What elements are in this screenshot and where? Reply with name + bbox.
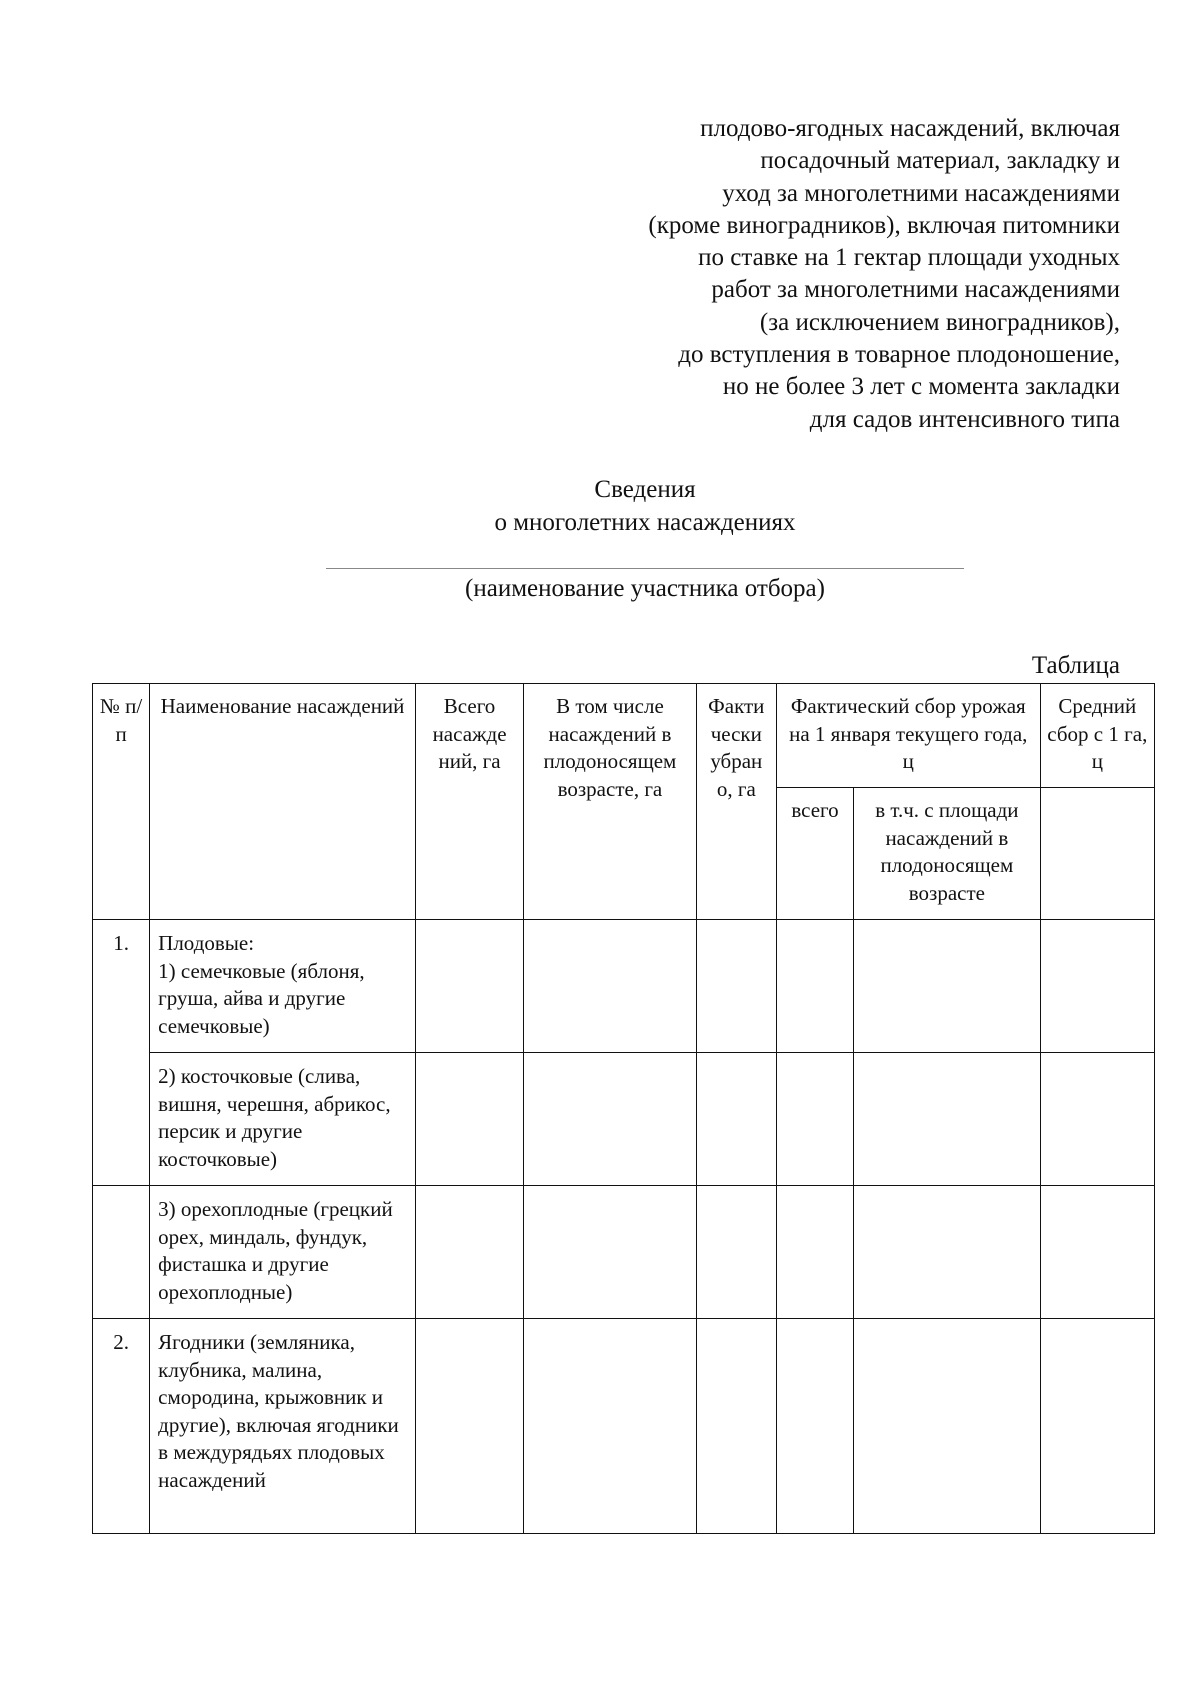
cell-actual-fruiting[interactable]	[854, 1319, 1041, 1534]
header-actual-total: всего	[776, 788, 853, 920]
header-line: но не более 3 лет с момента закладки	[722, 373, 1120, 401]
row-number: 1.	[93, 920, 150, 1053]
row-name	[150, 920, 416, 1053]
cell-total-area[interactable]	[415, 1319, 523, 1534]
header-harvested-area: Факти чески убран о, га	[696, 684, 776, 920]
header-line: работ за многолетними насаждениями	[711, 276, 1120, 304]
header-actual-fruiting: в т.ч. с площади насаждений в плодоносящем возрасте	[854, 788, 1041, 920]
table-row	[93, 1319, 1155, 1534]
table-row	[93, 1053, 1155, 1186]
header-average-empty	[1040, 788, 1154, 920]
cell-harvested-area[interactable]	[696, 1319, 776, 1534]
header-line: для садов интенсивного типа	[809, 405, 1120, 433]
cell-actual-total[interactable]	[776, 1186, 853, 1319]
header-fruiting-area: В том числе насаждений в плодоносящем возрасте, га	[524, 684, 696, 920]
header-num: № п/п	[93, 684, 150, 920]
header-line: до вступления в товарное плодоношение,	[678, 341, 1120, 369]
cell-average-yield[interactable]	[1040, 920, 1154, 1053]
cell-harvested-area[interactable]	[696, 1053, 776, 1186]
cell-actual-total[interactable]	[776, 1319, 853, 1534]
header-average-yield: Средний сбор с 1 га, ц	[1040, 684, 1154, 788]
cell-total-area[interactable]	[415, 1053, 523, 1186]
cell-total-area[interactable]	[415, 1186, 523, 1319]
row-name: 3) орехоплодные (грецкий орех, миндаль, фундук, фисташка и другие орехоплодные)	[150, 1186, 416, 1319]
row-number: 2.	[93, 1319, 150, 1534]
cell-average-yield[interactable]	[1040, 1053, 1154, 1186]
header-line: посадочный материал, закладку и	[760, 147, 1120, 175]
header-line: плодово-ягодных насаждений, включая	[700, 115, 1120, 142]
header-line: (за исключением виноградников),	[759, 308, 1120, 336]
cell-harvested-area[interactable]	[696, 920, 776, 1053]
cell-harvested-area[interactable]	[696, 1186, 776, 1319]
participant-name-line	[326, 568, 964, 569]
cell-actual-fruiting[interactable]	[854, 1053, 1041, 1186]
cell-average-yield[interactable]	[1040, 1319, 1154, 1534]
cell-actual-fruiting[interactable]	[854, 1186, 1041, 1319]
row-number	[93, 1186, 150, 1319]
cell-fruiting-area[interactable]	[524, 920, 696, 1053]
participant-caption: (наименование участника отбора)	[465, 575, 825, 602]
cell-total-area[interactable]	[415, 920, 523, 1053]
title-line-2: о многолетних насаждениях	[494, 509, 796, 536]
cell-actual-total[interactable]	[776, 1053, 853, 1186]
cell-actual-total[interactable]	[776, 920, 853, 1053]
header-reference-block	[560, 113, 1120, 436]
cell-fruiting-area[interactable]	[524, 1319, 696, 1534]
row-name-title: Плодовые:	[158, 931, 255, 955]
header-line: (кроме виноградников), включая питомники	[648, 211, 1120, 239]
plantings-table	[92, 683, 1155, 1534]
cell-fruiting-area[interactable]	[524, 1186, 696, 1319]
table-row	[93, 920, 1155, 1053]
document-title	[0, 473, 1200, 539]
header-line: по ставке на 1 гектар площади уходных	[698, 244, 1120, 272]
cell-fruiting-area[interactable]	[524, 1053, 696, 1186]
cell-actual-fruiting[interactable]	[854, 920, 1041, 1053]
row-name: Ягодники (земляника, клубника, малина, смородина, крыжовник и другие), включая ягодники в междурядьях плодовых насаждений	[150, 1319, 416, 1534]
header-name: Наименование насаждений	[150, 684, 416, 920]
cell-average-yield[interactable]	[1040, 1186, 1154, 1319]
row-name-text: 1) семечковые (яблоня, груша, айва и другие семечковые)	[158, 958, 365, 1038]
table-header-row	[93, 684, 1155, 788]
row-number	[93, 1053, 150, 1186]
table-row	[93, 1186, 1155, 1319]
header-total-area: Всего насажде ний, га	[415, 684, 523, 920]
row-name: 2) косточковые (слива, вишня, черешня, абрикос, персик и другие косточковые)	[150, 1053, 416, 1186]
header-line: уход за многолетними насаждениями	[722, 179, 1120, 207]
title-line-1: Сведения	[594, 476, 696, 503]
table-caption: Таблица	[1031, 652, 1120, 679]
header-actual-yield: Фактический сбор урожая на 1 января текущего года, ц	[776, 684, 1040, 788]
